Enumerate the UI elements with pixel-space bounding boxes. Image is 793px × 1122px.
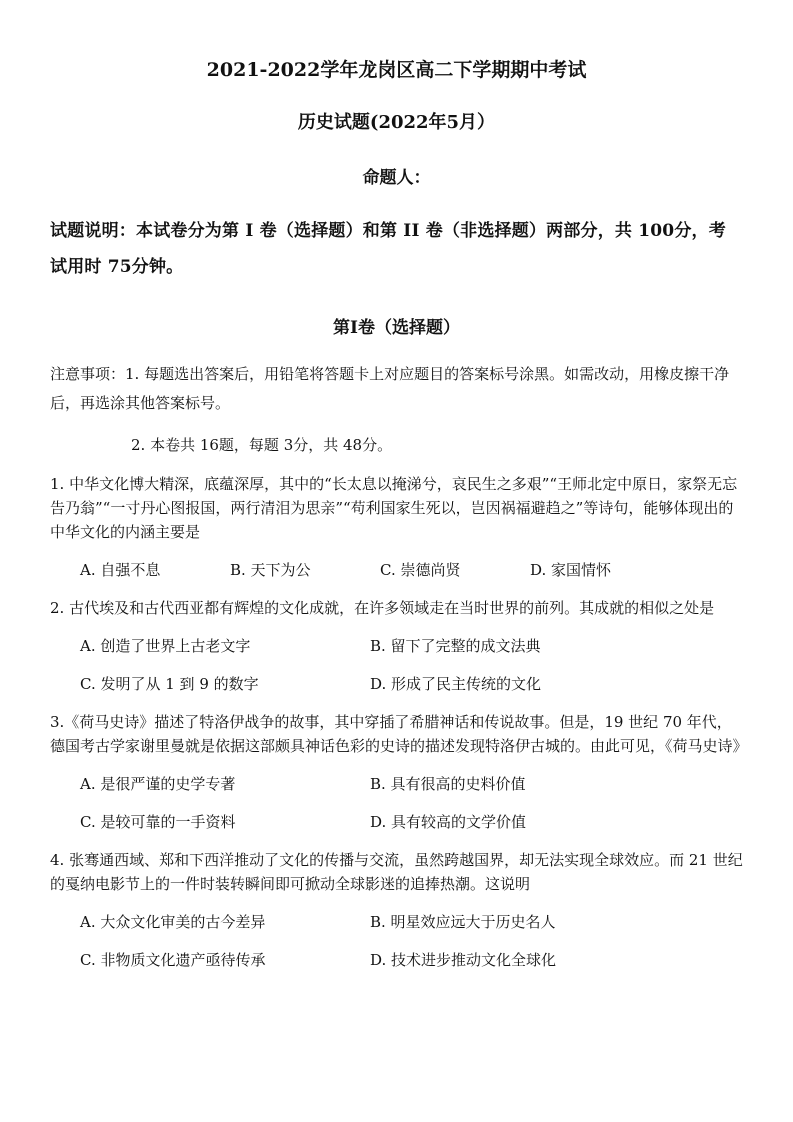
question-2-option-d: D. 形成了民主传统的文化 <box>370 675 542 693</box>
question-4-options-row-2 <box>50 948 743 972</box>
exam-subtitle: 历史试题(2022年5月） <box>297 112 496 133</box>
question-4-option-a: A. 大众文化审美的古今差异 <box>80 913 266 931</box>
question-2-option-b: B. 留下了完整的成文法典 <box>370 637 541 655</box>
question-4-option-c: C. 非物质文化遗产亟待传承 <box>80 951 266 969</box>
question-3-option-c: C. 是较可靠的一手资料 <box>80 813 236 831</box>
question-3-option-a: A. 是很严谨的史学专著 <box>80 775 236 793</box>
question-3-option-b: B. 具有很高的史料价值 <box>370 775 526 793</box>
notice-2: 2. 本卷共 16题，每题 3分，共 48分。 <box>131 436 393 454</box>
question-1-options <box>50 558 743 582</box>
question-1-option-a: A. 自强不息 <box>80 561 161 579</box>
question-2-option-a: A. 创造了世界上古老文字 <box>80 637 251 655</box>
question-4 <box>50 848 743 972</box>
question-3-options-row-1 <box>50 772 743 796</box>
question-4-option-d: D. 技术进步推动文化全球化 <box>370 951 557 969</box>
question-3-stem: 3.《荷马史诗》描述了特洛伊战争的故事，其中穿插了希腊神话和传说故事。但是，19 世纪 70 年代，德国考古学家谢里曼就是依据这部颇具神话色彩的史诗的描述发现特洛伊古城的。由此可见，《荷马史诗》 <box>50 713 748 755</box>
question-3-option-d: D. 具有较高的文学价值 <box>370 813 527 831</box>
question-3-options-row-2 <box>50 810 743 834</box>
question-2-options-row-1 <box>50 634 743 658</box>
exam-title: 2021-2022学年龙岗区高二下学期期中考试 <box>206 59 587 81</box>
question-1-option-d: D. 家国情怀 <box>530 561 612 579</box>
question-2 <box>50 596 743 696</box>
question-4-stem: 4. 张骞通西域、郑和下西洋推动了文化的传播与交流，虽然跨越国界，却无法实现全球效应。而 21 世纪的戛纳电影节上的一件时装转瞬间即可掀动全球影迷的追捧热潮。这说明 <box>50 851 743 893</box>
notice-1: 注意事项：1. 每题选出答案后，用铅笔将答题卡上对应题目的答案标号涂黑。如需改动，用橡皮擦干净后，再选涂其他答案标号。 <box>50 365 730 412</box>
question-1-option-c: C. 崇德尚贤 <box>380 561 461 579</box>
question-3 <box>50 710 748 834</box>
question-2-options-row-2 <box>50 672 743 696</box>
question-1-option-b: B. 天下为公 <box>230 561 311 579</box>
question-1 <box>50 472 743 582</box>
question-1-stem: 1. 中华文化博大精深，底蕴深厚，其中的“长太息以掩涕兮，哀民生之多艰”“王师北定中原日，家祭无忘告乃翁”“一寸丹心图报国，两行清泪为思亲”“苟利国家生死以，岂因祸福避趋之”等诗句，能够体现出的中华文化的内涵主要是 <box>50 475 738 541</box>
question-4-option-b: B. 明星效应远大于历史名人 <box>370 913 556 931</box>
question-2-stem: 2. 古代埃及和古代西亚都有辉煌的文化成就，在许多领域走在当时世界的前列。其成就的相似之处是 <box>50 599 715 617</box>
exam-author: 命题人： <box>362 168 431 188</box>
exam-description: 试题说明：本试卷分为第 I 卷（选择题）和第 II 卷（非选择题）两部分，共 100分，考试用时 75分钟。 <box>50 221 726 277</box>
question-4-options-row-1 <box>50 910 743 934</box>
question-2-option-c: C. 发明了从 1 到 9 的数字 <box>80 675 259 693</box>
section-title: 第I卷（选择题） <box>333 318 460 338</box>
